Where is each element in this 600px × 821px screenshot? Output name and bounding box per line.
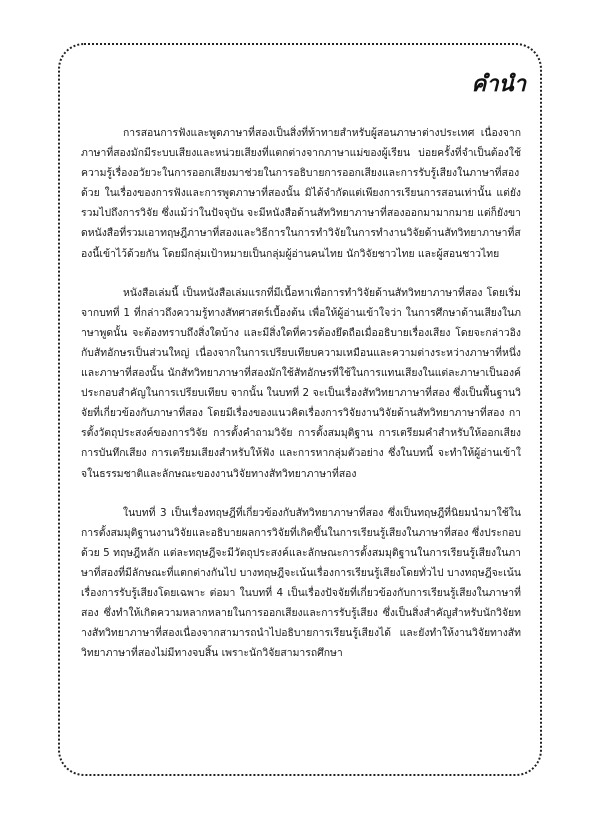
page-title: คำนำ bbox=[471, 72, 526, 97]
paragraph-3: ในบทที่ 3 เป็นเรื่องทฤษฎีที่เกี่ยวข้องกับสัทวิทยาภาษาที่สอง ซึ่งเป็นทฤษฎีที่นิยมนำมาใช้ในการตั้งสมมุติฐานงานวิจัยและอธิบายผลการวิจัยที่เกิดขึ้นในการเรียนรู้เสียงในภาษาที่สอง ซึ่งประกอบด้วย 5 ทฤษฎีหลัก แต่ละทฤษฎีจะมีวัตถุประสงค์และลักษณะการตั้งสมมุติฐานในการเรียนรู้เสียงในภาษาที่สองที่มีลักษณะที่แตกต่างกันไป บางทฤษฎีจะเน้นเรื่องการเรียนรู้เสียงโดยทั่วไป บางทฤษฎีจะเน้นเรื่องการรับรู้เสียงโดยเฉพาะ ต่อมา ในบทที่ 4 เป็นเรื่องปัจจัยที่เกี่ยวข้องกับการเรียนรู้เสียงในภาษาที่สอง ซึ่งทำให้เกิดความหลากหลายในการออกเสียงและการรับรู้เสียง ซึ่งเป็นสิ่งสำคัญสำหรับนักวิจัยทางสัทวิทยาภาษาที่สองเนื่องจากสามารถนำไปอธิบายการเรียนรู้เสียงได้ และยังทำให้งานวิจัยทางสัทวิทยาภาษาที่สองไม่มีทางจบสิ้น เพราะนักวิจัยสามารถศึกษา bbox=[81, 506, 521, 660]
document-body bbox=[81, 123, 521, 682]
paragraph-2: หนังสือเล่มนี้ เป็นหนังสือเล่มแรกที่มีเนื้อหาเพื่อการทำวิจัยด้านสัทวิทยาภาษาที่สอง โดยเริ่มจากบทที่ 1 ที่กล่าวถึงความรู้ทางสัทศาสตร์เบื้องต้น เพื่อให้ผู้อ่านเข้าใจว่า ในการศึกษาด้านเสียงในภาษาพูดนั้น จะต้องทราบถึงสิ่งใดบ้าง และมีสิ่งใดที่ควรต้องยึดถือเมื่ออธิบายเรื่องเสียง โดยจะกล่าวอิงกับสัทอักษรเป็นส่วนใหญ่ เนื่องจากในการเปรียบเทียบความเหมือนและความต่างระหว่างภาษาที่หนึ่งและภาษาที่สองนั้น นักสัทวิทยาภาษาที่สองมักใช้สัทอักษรที่ใช้ในการแทนเสียงในแต่ละภาษาเป็นองค์ประกอบสำคัญในการเปรียบเทียบ จากนั้น ในบทที่ 2 จะเป็นเรื่องสัทวิทยาภาษาที่สอง ซึ่งเป็นพื้นฐานวิจัยที่เกี่ยวข้องกับภาษาที่สอง โดยมีเรื่องของแนวคิดเรื่องการวิจัยงานวิจัยด้านสัทวิทยาภาษาที่สอง การตั้งวัตถุประสงค์ของการวิจัย การตั้งคำถามวิจัย การตั้งสมมุติฐาน การเตรียมคำสำหรับให้ออกเสียง การบันทึกเสียง การเตรียมเสียงสำหรับให้ฟัง และการหากลุ่มตัวอย่าง ซึ่งในบทนี้ จะทำให้ผู้อ่านเข้าใจในธรรมชาติและลักษณะของงานวิจัยทางสัทวิทยาภาษาที่สอง bbox=[81, 286, 521, 480]
paragraph-1: การสอนการฟังและพูดภาษาที่สองเป็นสิ่งที่ท้าทายสำหรับผู้สอนภาษาต่างประเทศ เนื่องจากภาษาที่สองมักมีระบบเสียงและหน่วยเสียงที่แตกต่างจากภาษาแม่ของผู้เรียน บ่อยครั้งที่จำเป็นต้องใช้ความรู้เรื่องอวัยวะในการออกเสียงมาช่วยในการอธิบายการออกเสียงและการรับรู้เสียงในภาษาที่สองด้วย ในเรื่องของการฟังและการพูดภาษาที่สองนั้น มิได้จำกัดแต่เพียงการเรียนการสอนเท่านั้น แต่ยังรวมไปถึงการวิจัย ซึ่งแม้ว่าในปัจจุบัน จะมีหนังสือด้านสัทวิทยาภาษาที่สองออกมามากมาย แต่ก็ยังขาดหนังสือที่รวมเอาทฤษฎีภาษาที่สองและวิธีการในการทำวิจัยในการทำงานวิจัยด้านสัทวิทยาภาษาที่สองนี้เข้าไว้ด้วยกัน โดยมีกลุ่มเป้าหมายเป็นกลุ่มผู้อ่านคนไทย นักวิจัยชาวไทย และผู้สอนชาวไทย bbox=[81, 127, 521, 260]
